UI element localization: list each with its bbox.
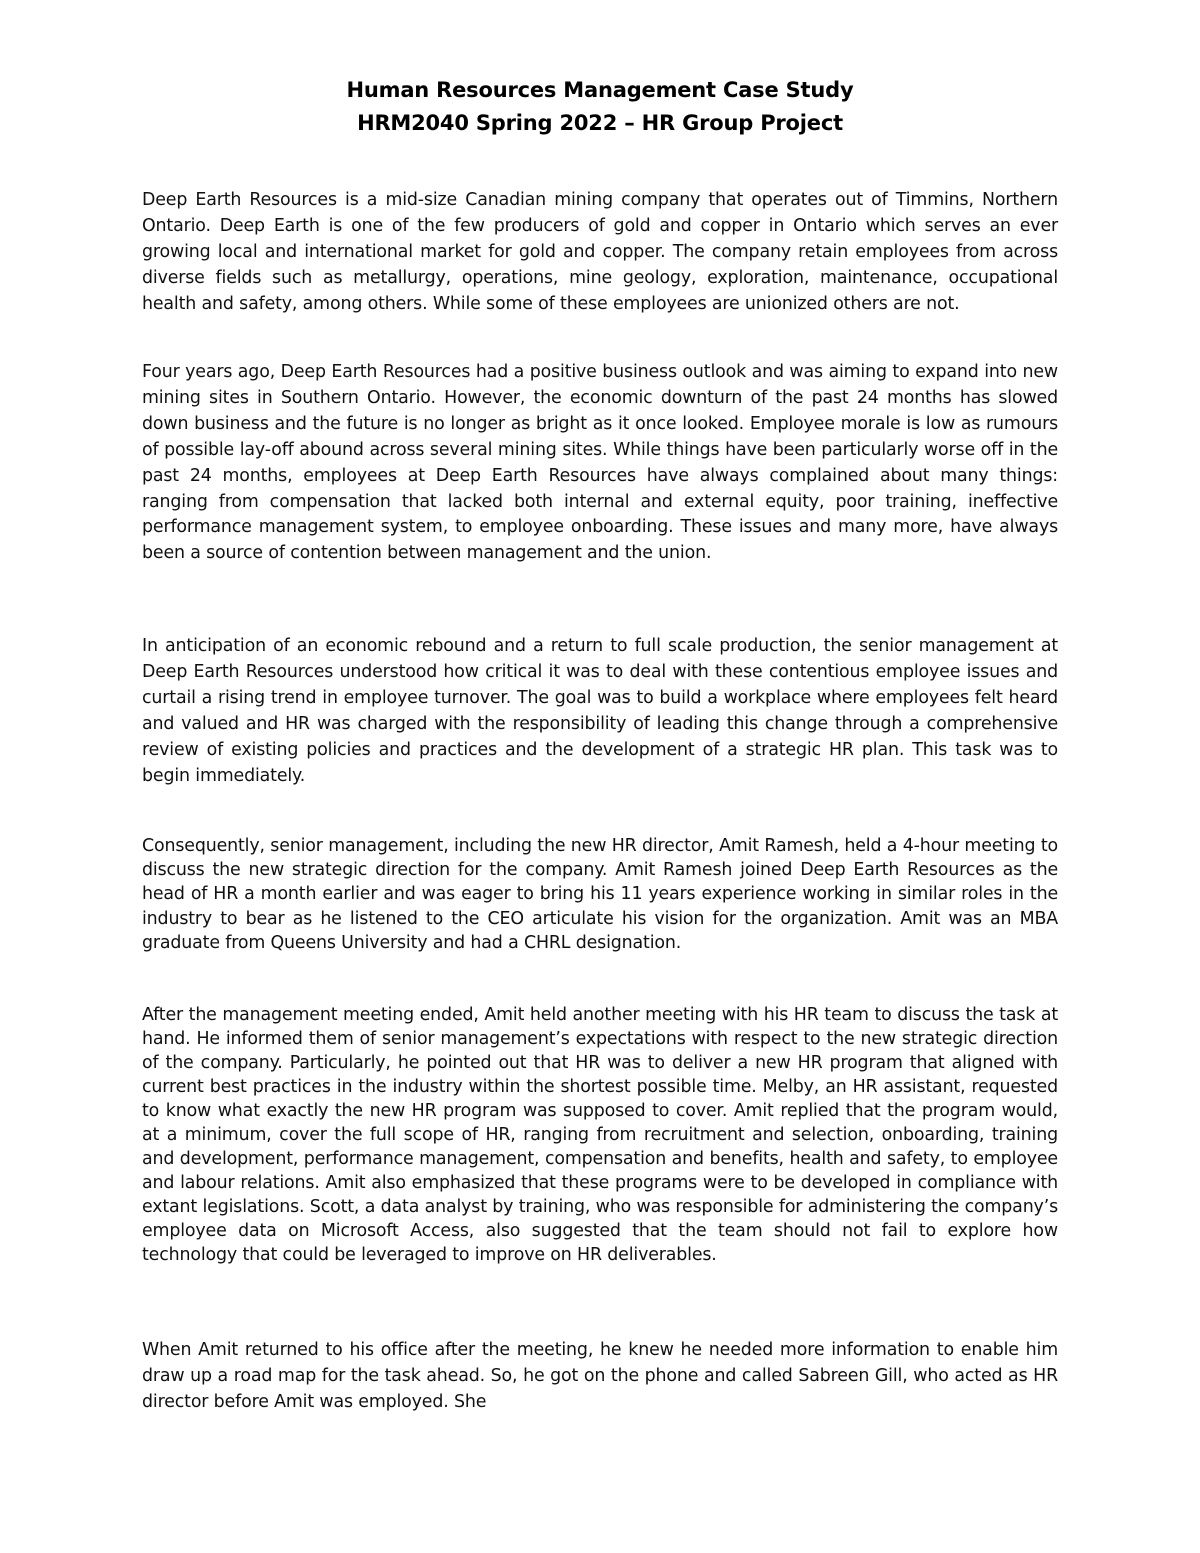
paragraph-management-meeting: Consequently, senior management, including the new HR director, Amit Ramesh, held a 4-hour meeting to discuss the new strategic direction for the company. Amit Ramesh joined Deep Earth Resources as the head of HR a month earlier and was eager to bring his 11 years experience working in similar roles in the industry to bear as he listened to the CEO articulate his vision for the organization. Amit was an MBA graduate from Queens University and had a CHRL designation.: [142, 836, 1058, 953]
paragraph-business-outlook: Four years ago, Deep Earth Resources had a positive business outlook and was aiming to expand into new mining sites in Southern Ontario. However, the economic downturn of the past 24 months has slowed down business and the future is no longer as bright as it once looked. Employee morale is low as rumours of possible lay-off abound across several mining sites. While things have been particularly worse off in the past 24 months, employees at Deep Earth Resources have always complained about many things: ranging from compensation that lacked both internal and external equity, poor training, ineffective performance management system, to employee onboarding. These issues and many more, have always been a source of contention between management and the union.: [142, 362, 1058, 564]
paragraph-company-overview: Deep Earth Resources is a mid-size Canadian mining company that operates out of Timmins, Northern Ontario. Deep Earth is one of the few producers of gold and copper in Ontario which serves an ever growing local and international market for gold and copper. The company retain employees from across diverse fields such as metallurgy, operations, mine geology, exploration, maintenance, occupational health and safety, among others. While some of these employees are unionized others are not.: [142, 190, 1058, 314]
document-subtitle: HRM2040 Spring 2022 – HR Group Project: [357, 111, 843, 135]
paragraph-economic-rebound: In anticipation of an economic rebound and a return to full scale production, the senior management at Deep Earth Resources understood how critical it was to deal with these contentious employee issues and curtail a rising trend in employee turnover. The goal was to build a workplace where employees felt heard and valued and HR was charged with the responsibility of leading this change through a comprehensive review of existing policies and practices and the development of a strategic HR plan. This task was to begin immediately.: [142, 636, 1058, 786]
paragraph-hr-team-meeting: After the management meeting ended, Amit held another meeting with his HR team to discuss the task at hand. He informed them of senior management’s expectations with respect to the new strategic direction of the company. Particularly, he pointed out that HR was to deliver a new HR program that aligned with current best practices in the industry within the shortest possible time. Melby, an HR assistant, requested to know what exactly the new HR program was supposed to cover. Amit replied that the program would, at a minimum, cover the full scope of HR, ranging from recruitment and selection, onboarding, training and development, performance management, compensation and benefits, health and safety, to employee and labour relations. Amit also emphasized that these programs were to be developed in compliance with extant legislations. Scott, a data analyst by training, who was responsible for administering the company’s employee data on Microsoft Access, also suggested that the team should not fail to explore how technology that could be leveraged to improve on HR deliverables.: [142, 1005, 1058, 1265]
document-title: Human Resources Management Case Study: [346, 78, 854, 102]
document-title-block: [0, 74, 1200, 140]
paragraph-office-return: When Amit returned to his office after the meeting, he knew he needed more information to enable him draw up a road map for the task ahead. So, he got on the phone and called Sabreen Gill, who acted as HR director before Amit was employed. She: [142, 1340, 1058, 1412]
